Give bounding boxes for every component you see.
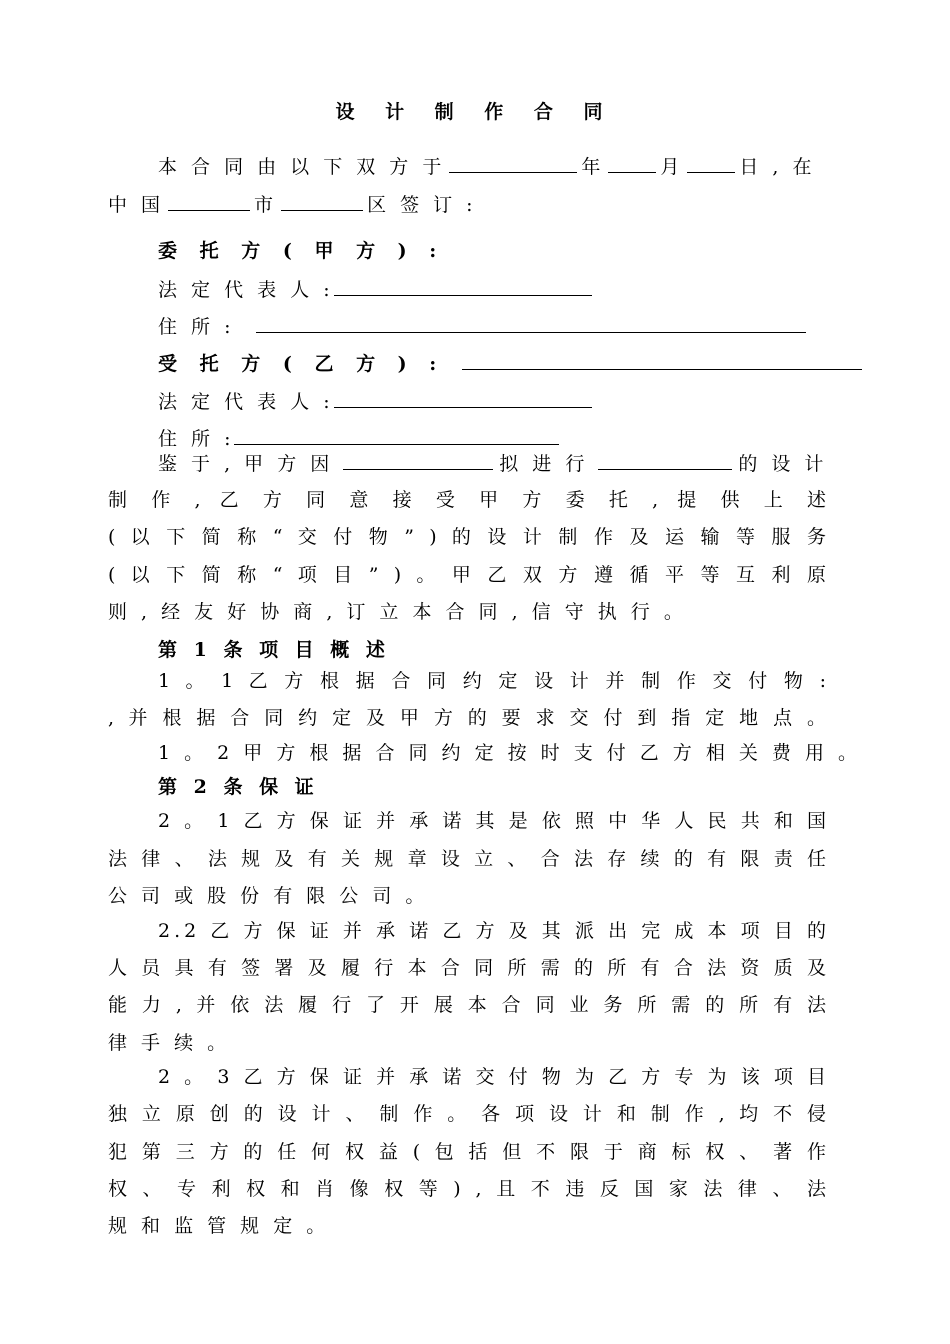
clause-2-3-line-5: 规 和 监 管 规 定 。 [108, 1215, 330, 1237]
whereas-line-3: ( 以 下 简 称 “ 交 付 物 ” ) 的 设 计 制 作 及 运 输 等 服 务 [108, 526, 830, 548]
whereas-line-2: 制 作 , 乙 方 同 意 接 受 甲 方 委 托 , 提 供 上 述 [108, 489, 830, 511]
date-blank[interactable] [449, 147, 577, 173]
article-1-heading: 第 1 条 项 目 概 述 [158, 639, 390, 661]
party-a-rep-blank[interactable] [334, 270, 592, 296]
intro-line-2 [108, 185, 830, 223]
city-blank[interactable] [168, 185, 250, 211]
party-b-name-blank[interactable] [462, 344, 862, 370]
year-label: 年 [581, 156, 605, 178]
clause-2-2-line-1: 2.2 乙 方 保 证 并 承 诺 乙 方 及 其 派 出 完 成 本 项 目 的 [158, 920, 830, 942]
whereas-line-4: ( 以 下 简 称 “ 项 目 ” ) 。 甲 乙 双 方 遵 循 平 等 互 利 原 [108, 564, 830, 586]
day-blank[interactable] [687, 147, 735, 173]
month-label: 月 [660, 156, 684, 178]
clause-2-1-line-2: 法 律 、 法 规 及 有 关 规 章 设 立 、 合 法 存 续 的 有 限 责 任 [108, 848, 830, 870]
clause-2-2-line-3: 能 力 , 并 依 法 履 行 了 开 展 本 合 同 业 务 所 需 的 所 有 法 [108, 994, 830, 1016]
party-a-rep-label: 法 定 代 表 人 : [158, 279, 334, 301]
party-b-address-blank[interactable] [234, 419, 559, 445]
whereas-text-c: 的 设 计 [738, 453, 828, 475]
party-b-rep-line [158, 382, 830, 420]
clause-2-1-line-3: 公 司 或 股 份 有 限 公 司 。 [108, 885, 429, 907]
clause-2-1-line-1: 2 。 1 乙 方 保 证 并 承 诺 其 是 依 照 中 华 人 民 共 和 国 [158, 810, 830, 832]
clause-2-2-line-4: 律 手 续 。 [108, 1032, 231, 1054]
article-2-heading: 第 2 条 保 证 [158, 776, 319, 798]
clause-2-2-line-2: 人 员 具 有 签 署 及 履 行 本 合 同 所 需 的 所 有 合 法 资 质 及 [108, 957, 830, 979]
party-a-address-label: 住 所 : [158, 316, 235, 338]
intro-line-1 [158, 147, 830, 185]
party-b-heading: 受 托 方 ( 乙 方 ) : [158, 353, 445, 375]
party-a-rep-line [158, 270, 830, 308]
district-label: 区 签 订 : [367, 194, 477, 216]
city-label: 市 [254, 194, 278, 216]
document-title: 设 计 制 作 合 同 [335, 101, 615, 123]
party-b-address-label: 住 所 : [158, 428, 235, 450]
clause-2-3-line-4: 权 、 专 利 权 和 肖 像 权 等 ) , 且 不 违 反 国 家 法 律 、 法 [108, 1178, 830, 1200]
whereas-line-1 [158, 444, 830, 482]
party-b-heading-line [158, 344, 830, 382]
month-blank[interactable] [608, 147, 656, 173]
day-label: 日 , 在 [739, 156, 816, 178]
party-b-rep-label: 法 定 代 表 人 : [158, 391, 334, 413]
whereas-text-a: 鉴 于 , 甲 方 因 [158, 453, 334, 475]
whereas-text-b: 拟 进 行 [499, 453, 589, 475]
clause-2-3-line-2: 独 立 原 创 的 设 计 、 制 作 。 各 项 设 计 和 制 作 , 均 不 侵 [108, 1103, 830, 1125]
reason-blank[interactable] [343, 444, 493, 470]
clause-1-1-line-2: , 并 根 据 合 同 约 定 及 甲 方 的 要 求 交 付 到 指 定 地 点 。 [108, 707, 830, 729]
whereas-line-5: 则 , 经 友 好 协 商 , 订 立 本 合 同 , 信 守 执 行 。 [108, 601, 687, 623]
intro-text: 本 合 同 由 以 下 双 方 于 [158, 156, 446, 178]
party-a-address-blank[interactable] [256, 307, 806, 333]
clause-1-2: 1 。 2 甲 方 根 据 合 同 约 定 按 时 支 付 乙 方 相 关 费 用 。 [158, 742, 862, 764]
party-a-address-line [158, 307, 830, 345]
country-label: 中 国 [108, 194, 165, 216]
clause-2-3-line-3: 犯 第 三 方 的 任 何 权 益 ( 包 括 但 不 限 于 商 标 权 、 著 作 [108, 1141, 830, 1163]
project-blank[interactable] [598, 444, 732, 470]
clause-1-1-line-1: 1 。 1 乙 方 根 据 合 同 约 定 设 计 并 制 作 交 付 物 : [158, 670, 830, 692]
clause-2-3-line-1: 2 。 3 乙 方 保 证 并 承 诺 交 付 物 为 乙 方 专 为 该 项 目 [158, 1066, 830, 1088]
district-blank[interactable] [281, 185, 363, 211]
party-a-heading: 委 托 方 ( 甲 方 ) : [158, 240, 445, 262]
party-b-rep-blank[interactable] [334, 382, 592, 408]
